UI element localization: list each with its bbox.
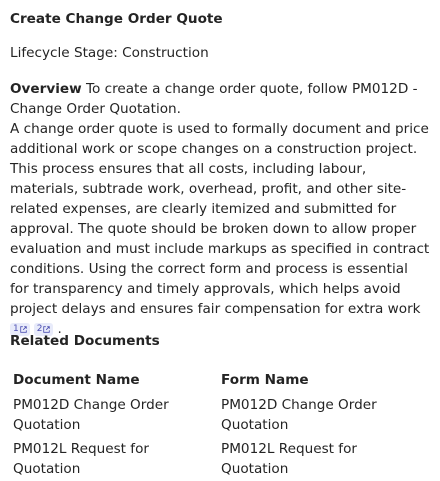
page-title: Create Change Order Quote [10,11,223,27]
external-link-icon [43,326,50,333]
table-cell-document-name: PM012L Request for Quotation [13,441,149,477]
table-row [10,437,430,481]
column-header-form-name: Form Name [221,372,309,388]
overview-body: A change order quote is used to formally document and price additional work or scope changes on a construction project. This process ensures that all costs, including labour, materials, subtrade work, overhead, profit, and other site-related expenses, are clearly itemized and submitted for approval. The quote should be broken down to allow proper evaluation and must include markups as specified in contract conditions. Using the correct form and process is essential for transparency and timely approvals, which helps avoid project delays and ensures fair compensation for extra work [10,121,430,317]
table-row [10,393,430,437]
column-header-document-name: Document Name [13,372,140,388]
lifecycle-stage: Lifecycle Stage: Construction [10,45,209,61]
citation-number: 1 [13,324,19,334]
related-documents-table [10,368,430,481]
overview-label: Overview [10,81,82,97]
external-link-icon [20,326,27,333]
table-header-row [10,368,430,393]
end-punctuation: . [57,321,62,337]
table-cell-form-name: PM012D Change Order Quotation [221,397,377,433]
table-cell-document-name: PM012D Change Order Quotation [13,397,169,433]
citation-number: 2 [36,324,43,334]
table-cell-form-name: PM012L Request for Quotation [221,441,357,477]
overview-intro: To create a change order quote, follow PM012D - Change Order Quotation. [10,81,418,117]
overview-section [10,79,430,339]
related-documents-heading: Related Documents [10,333,160,349]
